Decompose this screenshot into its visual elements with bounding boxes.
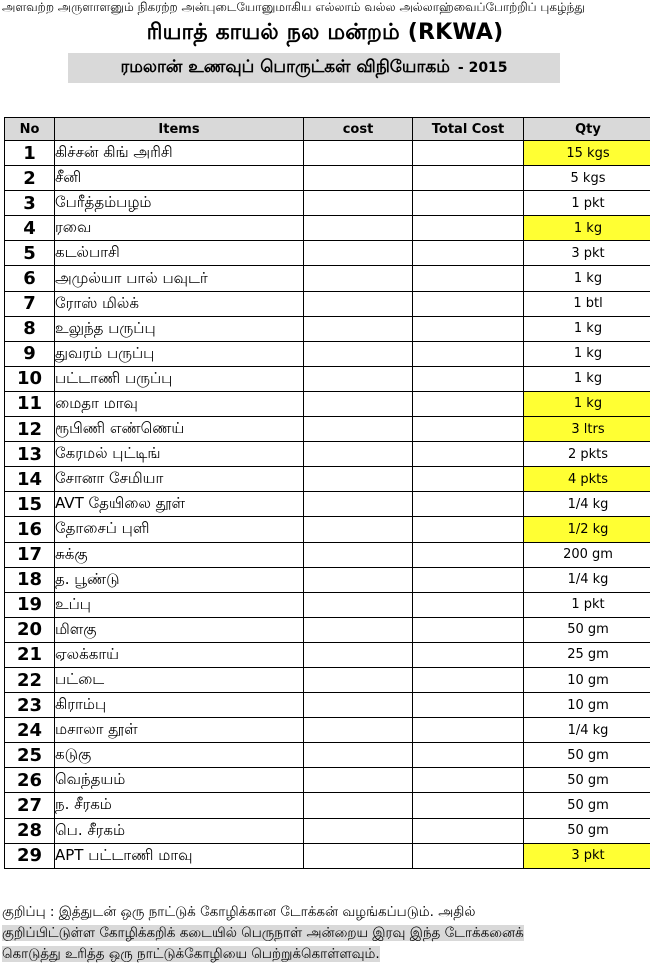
row-cost [304, 567, 413, 592]
row-total-cost [413, 592, 524, 617]
table-header-row [5, 118, 650, 141]
row-cost [304, 341, 413, 366]
table-row [5, 391, 650, 416]
row-cost [304, 467, 413, 492]
table-row [5, 768, 650, 793]
row-number: 16 [5, 517, 55, 542]
row-cost [304, 517, 413, 542]
table-row [5, 291, 650, 316]
row-number: 25 [5, 743, 55, 768]
row-item: துவரம் பருப்பு [55, 341, 304, 366]
row-cost [304, 693, 413, 718]
table-row [5, 366, 650, 391]
row-total-cost [413, 768, 524, 793]
row-item: மைதா மாவு [55, 391, 304, 416]
row-number: 19 [5, 592, 55, 617]
row-number: 18 [5, 567, 55, 592]
row-item: பட்டை [55, 667, 304, 692]
row-qty: 1 kg [524, 366, 650, 391]
column-header-qty: Qty [524, 118, 650, 141]
row-item: அமுல்யா பால் பவுடர் [55, 266, 304, 291]
row-total-cost [413, 693, 524, 718]
row-number: 17 [5, 542, 55, 567]
row-qty: 50 gm [524, 793, 650, 818]
row-number: 27 [5, 793, 55, 818]
row-item: சோனா சேமியா [55, 467, 304, 492]
row-total-cost [413, 492, 524, 517]
row-total-cost [413, 843, 524, 868]
table-row [5, 793, 650, 818]
row-cost [304, 366, 413, 391]
row-item: AVT தேயிலை தூள் [55, 492, 304, 517]
row-item: பெ. சீரகம் [55, 818, 304, 843]
row-total-cost [413, 642, 524, 667]
row-qty: 1 btl [524, 291, 650, 316]
row-total-cost [413, 191, 524, 216]
row-number: 3 [5, 191, 55, 216]
row-number: 7 [5, 291, 55, 316]
row-cost [304, 191, 413, 216]
table-body [5, 141, 650, 869]
table-row [5, 567, 650, 592]
row-item: பேரீத்தம்பழம் [55, 191, 304, 216]
row-item: பட்டாணி பருப்பு [55, 366, 304, 391]
items-table [4, 117, 650, 869]
row-qty: 10 gm [524, 693, 650, 718]
row-qty: 50 gm [524, 617, 650, 642]
row-number: 5 [5, 241, 55, 266]
row-number: 28 [5, 818, 55, 843]
row-item: மிளகு [55, 617, 304, 642]
row-qty: 3 pkt [524, 241, 650, 266]
row-cost [304, 818, 413, 843]
table-row [5, 843, 650, 868]
row-qty: 200 gm [524, 542, 650, 567]
row-qty: 25 gm [524, 642, 650, 667]
row-number: 23 [5, 693, 55, 718]
row-total-cost [413, 517, 524, 542]
row-total-cost [413, 316, 524, 341]
row-cost [304, 542, 413, 567]
row-item: த. பூண்டு [55, 567, 304, 592]
note-line-1: குறிப்பு : இத்துடன் ஒரு நாட்டுக் கோழிக்கான டோக்கன் வழங்கப்படும். அதில் [2, 902, 648, 923]
row-total-cost [413, 617, 524, 642]
table-row [5, 467, 650, 492]
row-qty: 1 kg [524, 316, 650, 341]
row-item: மசாலா தூள் [55, 718, 304, 743]
row-item: தோசைப் புளி [55, 517, 304, 542]
row-number: 26 [5, 768, 55, 793]
row-cost [304, 617, 413, 642]
subtitle-year: - 2015 [458, 60, 508, 76]
row-qty: 15 kgs [524, 141, 650, 166]
subtitle-box [68, 53, 560, 83]
row-number: 21 [5, 642, 55, 667]
row-total-cost [413, 266, 524, 291]
row-qty: 50 gm [524, 768, 650, 793]
row-cost [304, 391, 413, 416]
row-qty: 10 gm [524, 667, 650, 692]
note [2, 902, 648, 965]
row-cost [304, 667, 413, 692]
row-number: 20 [5, 617, 55, 642]
row-number: 1 [5, 141, 55, 166]
row-cost [304, 718, 413, 743]
row-total-cost [413, 743, 524, 768]
row-item: சுக்கு [55, 542, 304, 567]
table-row [5, 166, 650, 191]
row-item: வெந்தயம் [55, 768, 304, 793]
row-total-cost [413, 467, 524, 492]
row-total-cost [413, 166, 524, 191]
table-row [5, 617, 650, 642]
row-item: ரூபிணி எண்ணெய் [55, 417, 304, 442]
row-total-cost [413, 341, 524, 366]
row-item: உப்பு [55, 592, 304, 617]
row-number: 6 [5, 266, 55, 291]
row-total-cost [413, 141, 524, 166]
row-number: 12 [5, 417, 55, 442]
row-cost [304, 316, 413, 341]
row-item: கிராம்பு [55, 693, 304, 718]
table-row [5, 442, 650, 467]
row-total-cost [413, 216, 524, 241]
row-total-cost [413, 567, 524, 592]
row-number: 13 [5, 442, 55, 467]
row-qty: 1/4 kg [524, 567, 650, 592]
row-item: ரவை [55, 216, 304, 241]
row-cost [304, 166, 413, 191]
row-total-cost [413, 291, 524, 316]
table-row [5, 417, 650, 442]
row-total-cost [413, 417, 524, 442]
row-cost [304, 417, 413, 442]
row-qty: 4 pkts [524, 467, 650, 492]
row-item: ரோஸ் மில்க் [55, 291, 304, 316]
row-item: கிச்சன் கிங் அரிசி [55, 141, 304, 166]
row-cost [304, 216, 413, 241]
table-row [5, 542, 650, 567]
row-item: ஏலக்காய் [55, 642, 304, 667]
row-cost [304, 793, 413, 818]
column-header-cost: cost [304, 118, 413, 141]
column-header-items: Items [55, 118, 304, 141]
row-cost [304, 442, 413, 467]
column-header-total-cost: Total Cost [413, 118, 524, 141]
row-qty: 5 kgs [524, 166, 650, 191]
row-total-cost [413, 718, 524, 743]
row-qty: 1 pkt [524, 592, 650, 617]
row-item: உலுந்த பருப்பு [55, 316, 304, 341]
row-item: ந. சீரகம் [55, 793, 304, 818]
row-cost [304, 743, 413, 768]
column-header-no: No [5, 118, 55, 141]
row-total-cost [413, 241, 524, 266]
row-qty: 3 ltrs [524, 417, 650, 442]
table-row [5, 818, 650, 843]
row-cost [304, 592, 413, 617]
table-row [5, 517, 650, 542]
row-item: கடல்பாசி [55, 241, 304, 266]
row-number: 24 [5, 718, 55, 743]
row-qty: 1 kg [524, 216, 650, 241]
row-number: 2 [5, 166, 55, 191]
table-row [5, 718, 650, 743]
row-cost [304, 141, 413, 166]
subtitle: ரமலான் உணவுப் பொருட்கள் விநியோகம் [120, 57, 449, 79]
row-qty: 50 gm [524, 743, 650, 768]
note-line-2: குறிப்பிட்டுள்ள கோழிக்கறிக் கடையில் பெருநாள் அன்றைய இரவு இந்த டோக்கனைக் [2, 925, 524, 941]
row-total-cost [413, 793, 524, 818]
row-qty: 1/4 kg [524, 492, 650, 517]
row-number: 11 [5, 391, 55, 416]
table-row [5, 592, 650, 617]
table-row [5, 642, 650, 667]
row-cost [304, 241, 413, 266]
table-row [5, 316, 650, 341]
table-row [5, 241, 650, 266]
row-qty: 1 kg [524, 391, 650, 416]
table-row [5, 191, 650, 216]
header-top-line: அளவற்ற அருளாளனும் நிகரற்ற அன்புடையோனுமாகிய எல்லாம் வல்ல அல்லாஹ்வைப்போற்றிப் புகழ்ந்து [2, 0, 585, 16]
row-number: 4 [5, 216, 55, 241]
row-cost [304, 768, 413, 793]
row-number: 22 [5, 667, 55, 692]
row-qty: 1/4 kg [524, 718, 650, 743]
row-number: 8 [5, 316, 55, 341]
row-number: 29 [5, 843, 55, 868]
table-row [5, 667, 650, 692]
table-row [5, 216, 650, 241]
row-cost [304, 642, 413, 667]
row-total-cost [413, 667, 524, 692]
row-cost [304, 266, 413, 291]
row-qty: 1 kg [524, 341, 650, 366]
table-row [5, 492, 650, 517]
table-row [5, 141, 650, 166]
row-item: கேரமல் புட்டிங் [55, 442, 304, 467]
table-row [5, 341, 650, 366]
row-item: கடுகு [55, 743, 304, 768]
row-qty: 3 pkt [524, 843, 650, 868]
row-qty: 1/2 kg [524, 517, 650, 542]
row-number: 15 [5, 492, 55, 517]
page-title: ரியாத் காயல் நல மன்றம் (RKWA) [0, 20, 650, 48]
table-row [5, 743, 650, 768]
row-qty: 2 pkts [524, 442, 650, 467]
table-row [5, 266, 650, 291]
row-qty: 50 gm [524, 818, 650, 843]
row-total-cost [413, 366, 524, 391]
row-number: 9 [5, 341, 55, 366]
row-item: சீனி [55, 166, 304, 191]
row-cost [304, 291, 413, 316]
row-number: 14 [5, 467, 55, 492]
row-item: APT பட்டாணி மாவு [55, 843, 304, 868]
note-line-3: கொடுத்து உரித்த ஒரு நாட்டுக்கோழியை பெற்றுக்கொள்ளவும். [2, 946, 380, 962]
row-qty: 1 pkt [524, 191, 650, 216]
table-row [5, 693, 650, 718]
row-total-cost [413, 818, 524, 843]
row-total-cost [413, 542, 524, 567]
row-qty: 1 kg [524, 266, 650, 291]
row-number: 10 [5, 366, 55, 391]
row-total-cost [413, 391, 524, 416]
row-total-cost [413, 442, 524, 467]
row-cost [304, 843, 413, 868]
row-cost [304, 492, 413, 517]
